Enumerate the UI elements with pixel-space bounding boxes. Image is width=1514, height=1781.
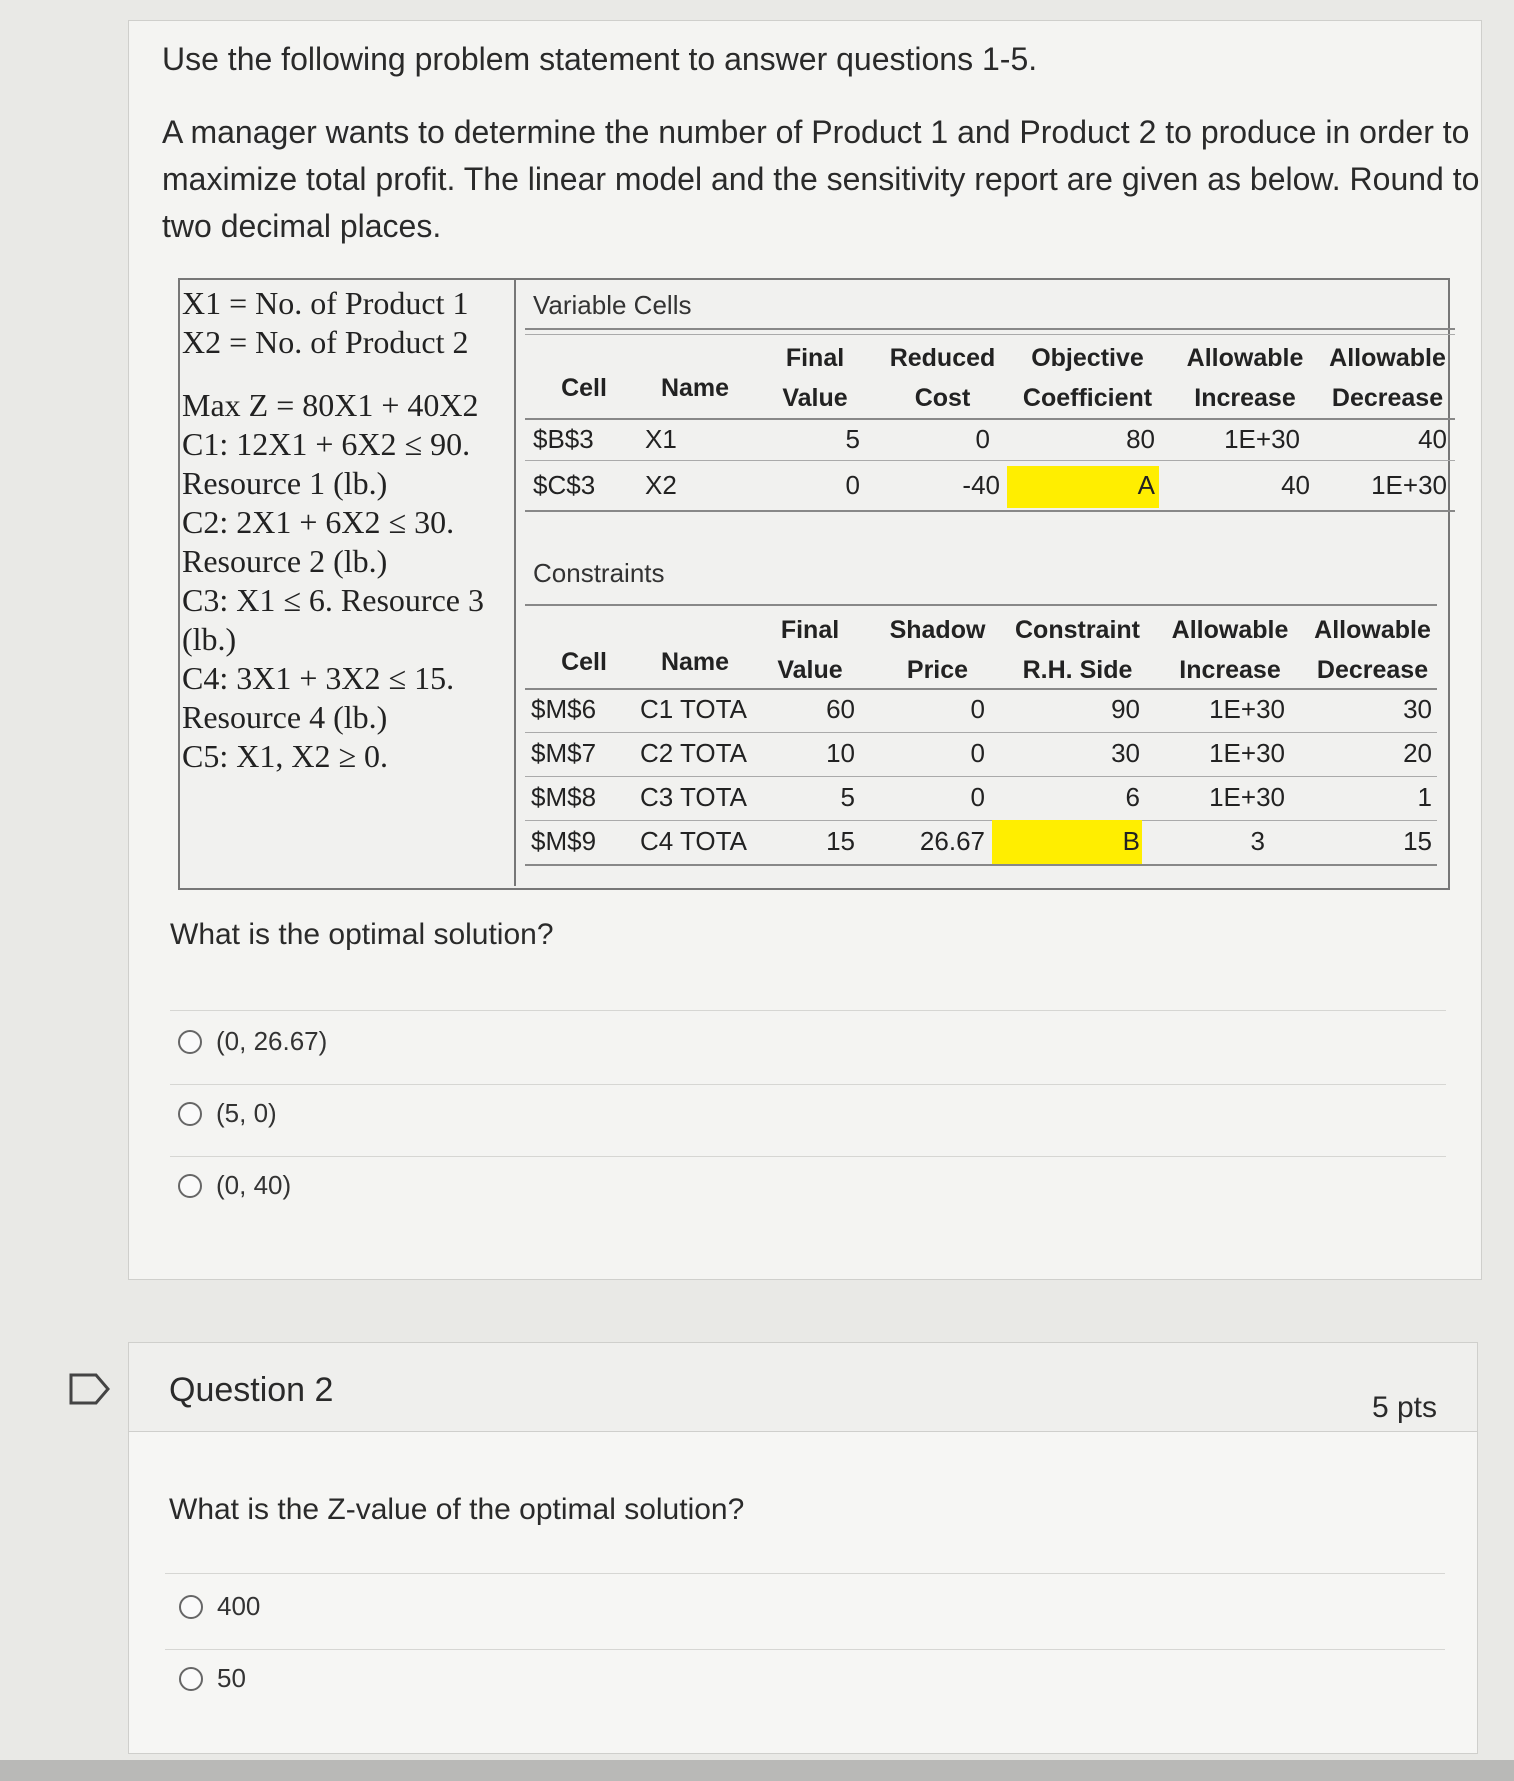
- constraint-c5: C5: X1, X2 ≥ 0.: [182, 738, 389, 774]
- table-cell: 0: [975, 424, 990, 454]
- col-header-cell: Cell: [561, 648, 607, 676]
- table-cell: 1E+30: [1224, 424, 1300, 454]
- radio-button[interactable]: [178, 1174, 202, 1198]
- table-cell: 40: [1281, 470, 1310, 500]
- table-cell: 0: [970, 738, 985, 768]
- table-cell: 5: [840, 782, 855, 812]
- table-cell: 1: [1417, 782, 1432, 812]
- option-label: (0, 40): [216, 1170, 292, 1200]
- divider: [525, 864, 1437, 866]
- constraint-c3: C3: X1 ≤ 6. Resource 3: [182, 582, 484, 618]
- table-cell: X1: [645, 424, 677, 454]
- col-header-final-value: Final Value: [782, 344, 848, 412]
- divider: [165, 1573, 1445, 1574]
- table-cell: $B$3: [533, 424, 594, 454]
- table-cell: X2: [645, 470, 677, 500]
- question-2-header: [129, 1343, 1477, 1432]
- divider: [525, 688, 1437, 690]
- col-header-name: Name: [660, 648, 730, 676]
- col-header-allowable-decrease: Allowable Decrease: [1314, 616, 1431, 684]
- col-header-constraint-rhs: Constraint R.H. Side: [1015, 616, 1140, 684]
- table-cell: 0: [970, 782, 985, 812]
- model-line: X1 = No. of Product 1: [182, 285, 469, 321]
- option-label: (5, 0): [216, 1098, 277, 1128]
- answer-option[interactable]: [178, 1026, 327, 1057]
- table-cell: 1E+30: [1209, 694, 1285, 724]
- table-cell: 60: [826, 694, 855, 724]
- table-cell: 3: [1250, 826, 1265, 856]
- intro-paragraph: A manager wants to determine the number of Product 1 and Product 2 to produce in order to maximize total profit. The linear model and the sensitivity report are given as below. Round to two decimal places.: [162, 114, 1480, 244]
- table-cell: -40: [962, 470, 1000, 500]
- variable-cells-title: Variable Cells: [533, 290, 692, 320]
- flag-question-icon[interactable]: [68, 1372, 112, 1406]
- table-cell: $M$8: [531, 782, 597, 812]
- constraint-c4: C4: 3X1 + 3X2 ≤ 15.: [182, 660, 455, 696]
- col-header-shadow-price: Shadow Price: [889, 616, 986, 684]
- answer-option[interactable]: [179, 1663, 246, 1694]
- divider: [525, 460, 1455, 461]
- problem-statement-table: [178, 278, 1450, 890]
- screen-bottom-edge: [0, 1760, 1514, 1781]
- problem-intro: [162, 36, 1482, 276]
- constraint-c2: C2: 2X1 + 6X2 ≤ 30.: [182, 504, 455, 540]
- table-cell: 0: [845, 470, 860, 500]
- table-cell: $C$3: [533, 470, 596, 500]
- model-line: Resource 2 (lb.): [182, 543, 388, 579]
- model-line: (lb.): [182, 621, 237, 657]
- table-cell: 30: [1403, 694, 1432, 724]
- option-label: 50: [217, 1663, 246, 1693]
- table-cell: 26.67: [919, 826, 985, 856]
- table-cell: 20: [1403, 738, 1432, 768]
- col-header-allowable-increase: Allowable Increase: [1171, 616, 1289, 684]
- table-cell: 6: [1125, 782, 1140, 812]
- answer-option[interactable]: [178, 1098, 277, 1129]
- table-cell: $M$9: [531, 826, 597, 856]
- table-cell: 5: [845, 424, 860, 454]
- table-cell: 15: [1403, 826, 1432, 856]
- divider: [525, 510, 1455, 512]
- table-cell: 1E+30: [1209, 738, 1285, 768]
- divider: [525, 732, 1437, 733]
- divider: [170, 1156, 1446, 1157]
- table-cell: A: [1137, 470, 1155, 500]
- table-cell: 1E+30: [1371, 470, 1447, 500]
- sensitivity-report: [525, 280, 1448, 888]
- intro-heading: Use the following problem statement to answer questions 1-5.: [162, 41, 1038, 77]
- model-line: Resource 1 (lb.): [182, 465, 388, 501]
- radio-button[interactable]: [178, 1102, 202, 1126]
- divider: [170, 1084, 1446, 1085]
- option-label: (0, 26.67): [216, 1026, 328, 1056]
- option-label: 400: [217, 1591, 261, 1621]
- answer-option[interactable]: [178, 1170, 291, 1201]
- radio-button[interactable]: [178, 1030, 202, 1054]
- table-cell: 40: [1418, 424, 1447, 454]
- objective-function: Max Z = 80X1 + 40X2: [182, 387, 479, 423]
- divider: [525, 328, 1455, 330]
- col-header-allowable-decrease: Allowable Decrease: [1329, 344, 1446, 412]
- radio-button[interactable]: [179, 1667, 203, 1691]
- model-line: X2 = No. of Product 2: [182, 324, 469, 360]
- divider: [525, 418, 1455, 420]
- divider: [525, 820, 1437, 821]
- model-spacer: [182, 362, 514, 386]
- divider: [525, 604, 1437, 606]
- table-cell: 0: [970, 694, 985, 724]
- divider: [170, 1010, 1446, 1011]
- col-header-cell: Cell: [561, 374, 607, 402]
- divider: [525, 776, 1437, 777]
- table-cell: $M$7: [531, 738, 597, 768]
- points-label: 5 pts: [1371, 1391, 1437, 1424]
- table-cell: 1E+30: [1209, 782, 1285, 812]
- linear-model: [180, 280, 516, 886]
- table-cell: 15: [826, 826, 855, 856]
- table-cell: B: [1122, 826, 1140, 856]
- table-cell: C1 TOTA: [640, 694, 747, 724]
- table-cell: 10: [826, 738, 855, 768]
- col-header-allowable-increase: Allowable Increase: [1186, 344, 1304, 412]
- question-1-prompt: What is the optimal solution?: [170, 918, 554, 951]
- constraint-c1: C1: 12X1 + 6X2 ≤ 90.: [182, 426, 471, 462]
- table-cell: $M$6: [531, 694, 597, 724]
- divider: [525, 334, 1455, 335]
- table-cell: C2 TOTA: [640, 738, 747, 768]
- question-2-title: Question 2: [169, 1371, 334, 1409]
- col-header-final-value: Final Value: [777, 616, 843, 684]
- question-2-prompt: What is the Z-value of the optimal solution?: [169, 1493, 745, 1526]
- table-cell: 80: [1126, 424, 1155, 454]
- col-header-reduced-cost: Reduced Cost: [889, 344, 996, 412]
- model-line: Resource 4 (lb.): [182, 699, 388, 735]
- answer-option[interactable]: [179, 1591, 260, 1622]
- question-2-card: [128, 1342, 1478, 1754]
- divider: [165, 1649, 1445, 1650]
- table-cell: 90: [1111, 694, 1140, 724]
- radio-button[interactable]: [179, 1595, 203, 1619]
- table-cell: 30: [1111, 738, 1140, 768]
- col-header-objective-coefficient: Objective Coefficient: [1022, 344, 1153, 412]
- table-cell: C3 TOTA: [640, 782, 747, 812]
- col-header-name: Name: [660, 374, 730, 402]
- table-cell: C4 TOTA: [640, 826, 747, 856]
- constraints-title: Constraints: [533, 558, 665, 588]
